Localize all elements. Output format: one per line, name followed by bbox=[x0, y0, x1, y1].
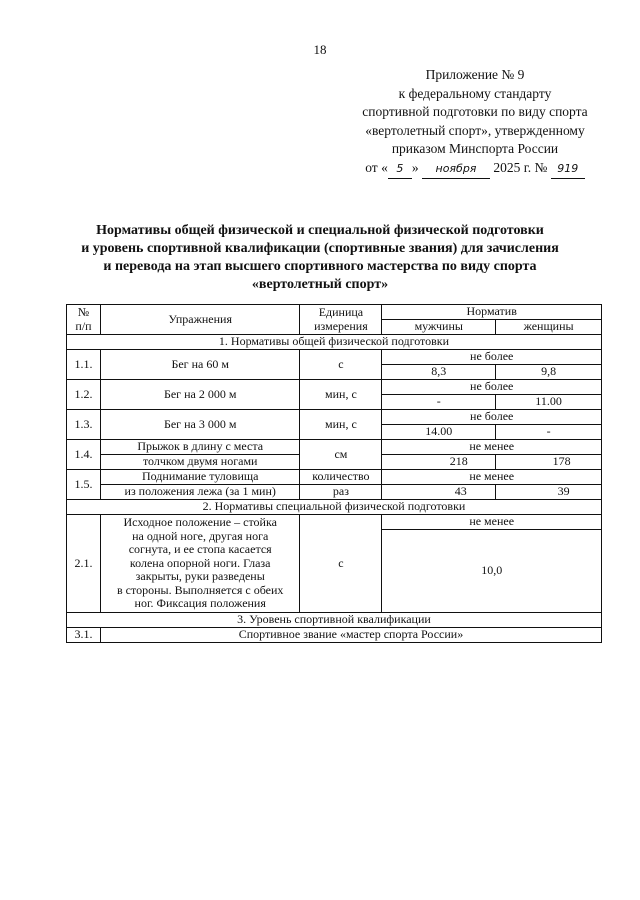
row-exercise: Бег на 60 м bbox=[100, 350, 299, 380]
exercise-line: в стороны. Выполняется с обеих bbox=[117, 582, 284, 597]
section-title: 3. Уровень спортивной квалификации bbox=[67, 613, 602, 628]
appendix-line: спортивной подготовки по виду спорта bbox=[362, 104, 588, 119]
row-num: 1.3. bbox=[67, 410, 101, 440]
appendix-line: к федеральному стандарту bbox=[398, 85, 552, 101]
row-women-value: 11.00 bbox=[496, 395, 602, 410]
row-women-value: 178 bbox=[496, 455, 602, 470]
row-unit: раз bbox=[300, 485, 382, 500]
header-num-label: № bbox=[77, 305, 90, 319]
header-men: мужчины bbox=[382, 320, 496, 335]
row-unit: см bbox=[300, 440, 382, 470]
header-women: женщины bbox=[496, 320, 602, 335]
appendix-header bbox=[330, 66, 620, 179]
table-row bbox=[67, 410, 602, 425]
table-row bbox=[67, 470, 602, 485]
row-unit: мин, с bbox=[300, 380, 382, 410]
row-condition: не более bbox=[382, 410, 602, 425]
date-prefix: от « bbox=[365, 159, 388, 175]
row-men-value: 14.00 bbox=[382, 425, 496, 440]
row-num: 1.1. bbox=[67, 350, 101, 380]
row-women-value: - bbox=[496, 425, 602, 440]
title-line: и перевода на этап высшего спортивного мастерства по виду спорта bbox=[103, 259, 537, 274]
row-num: 2.1. bbox=[67, 515, 101, 613]
row-condition: не более bbox=[382, 350, 602, 365]
document-title bbox=[40, 222, 600, 294]
row-num: 1.4. bbox=[67, 440, 101, 470]
handwritten-month: ноября bbox=[422, 160, 490, 180]
row-num: 1.5. bbox=[67, 470, 101, 500]
row-num: 3.1. bbox=[67, 628, 101, 643]
handwritten-order-number: 919 bbox=[551, 160, 585, 180]
row-qualification: Спортивное звание «мастер спорта России» bbox=[100, 628, 601, 643]
exercise-line: закрыты, руки разведены bbox=[135, 569, 265, 584]
row-condition: не менее bbox=[382, 515, 602, 530]
row-exercise-multiline bbox=[100, 515, 299, 613]
row-exercise: Прыжок в длину с места bbox=[100, 440, 299, 455]
section-row bbox=[67, 335, 602, 350]
row-num: 1.2. bbox=[67, 380, 101, 410]
header-exercise: Упражнения bbox=[100, 305, 299, 335]
table-row bbox=[67, 628, 602, 643]
appendix-line: приказом Минспорта России bbox=[391, 141, 559, 156]
title-line: «вертолетный спорт» bbox=[251, 277, 389, 292]
row-exercise: Бег на 2 000 м bbox=[100, 380, 299, 410]
appendix-date-line bbox=[330, 159, 620, 180]
row-unit: мин, с bbox=[300, 410, 382, 440]
norms-table bbox=[66, 304, 602, 643]
table-row bbox=[67, 515, 602, 530]
row-men-value: 43 bbox=[382, 485, 496, 500]
row-men-value: 8,3 bbox=[382, 365, 496, 380]
date-year: 2025 г. № bbox=[493, 159, 548, 175]
table-header-row bbox=[67, 305, 602, 320]
header-unit-label: измерения bbox=[314, 318, 368, 333]
row-exercise: из положения лежа (за 1 мин) bbox=[100, 485, 299, 500]
row-men-value: 218 bbox=[382, 455, 496, 470]
row-exercise: Бег на 3 000 м bbox=[100, 410, 299, 440]
exercise-line: колена опорной ноги. Глаза bbox=[129, 555, 271, 570]
title-line: и уровень спортивной квалификации (спортивные звания) для зачисления bbox=[81, 241, 559, 256]
header-unit-cell bbox=[300, 305, 382, 335]
row-women-value: 39 bbox=[496, 485, 602, 500]
section-row bbox=[67, 613, 602, 628]
appendix-line: Приложение № 9 bbox=[425, 67, 525, 82]
header-norm: Норматив bbox=[382, 305, 602, 320]
row-combined-value: 10,0 bbox=[382, 530, 602, 613]
table-row bbox=[67, 350, 602, 365]
table-row bbox=[67, 380, 602, 395]
date-mid: » bbox=[411, 159, 419, 175]
exercise-line: на одной ноге, другая нога bbox=[132, 528, 269, 543]
table-row bbox=[67, 485, 602, 500]
row-unit: с bbox=[300, 350, 382, 380]
row-unit: количество bbox=[300, 470, 382, 485]
exercise-line: Исходное положение – стойка bbox=[123, 515, 277, 530]
exercise-line: согнута, и ее стопа касается bbox=[128, 542, 272, 557]
header-num-label: п/п bbox=[75, 318, 92, 333]
handwritten-day: 5 bbox=[388, 160, 412, 180]
row-women-value: 9,8 bbox=[496, 365, 602, 380]
exercise-line: ног. Фиксация положения bbox=[134, 596, 266, 611]
row-unit: с bbox=[300, 515, 382, 613]
header-num-cell bbox=[67, 305, 101, 335]
row-exercise: Поднимание туловища bbox=[100, 470, 299, 485]
section-title: 1. Нормативы общей физической подготовки bbox=[67, 335, 602, 350]
section-title: 2. Нормативы специальной физической подготовки bbox=[67, 500, 602, 515]
row-men-value: - bbox=[382, 395, 496, 410]
header-unit-label: Единица bbox=[318, 305, 364, 319]
table-row bbox=[67, 440, 602, 455]
row-condition: не менее bbox=[382, 470, 602, 485]
row-condition: не более bbox=[382, 380, 602, 395]
row-condition: не менее bbox=[382, 440, 602, 455]
page-number: 18 bbox=[313, 42, 327, 57]
section-row bbox=[67, 500, 602, 515]
appendix-line: «вертолетный спорт», утвержденному bbox=[365, 122, 585, 138]
title-line: Нормативы общей физической и специальной физической подготовки bbox=[96, 223, 544, 238]
row-exercise: толчком двумя ногами bbox=[100, 455, 299, 470]
